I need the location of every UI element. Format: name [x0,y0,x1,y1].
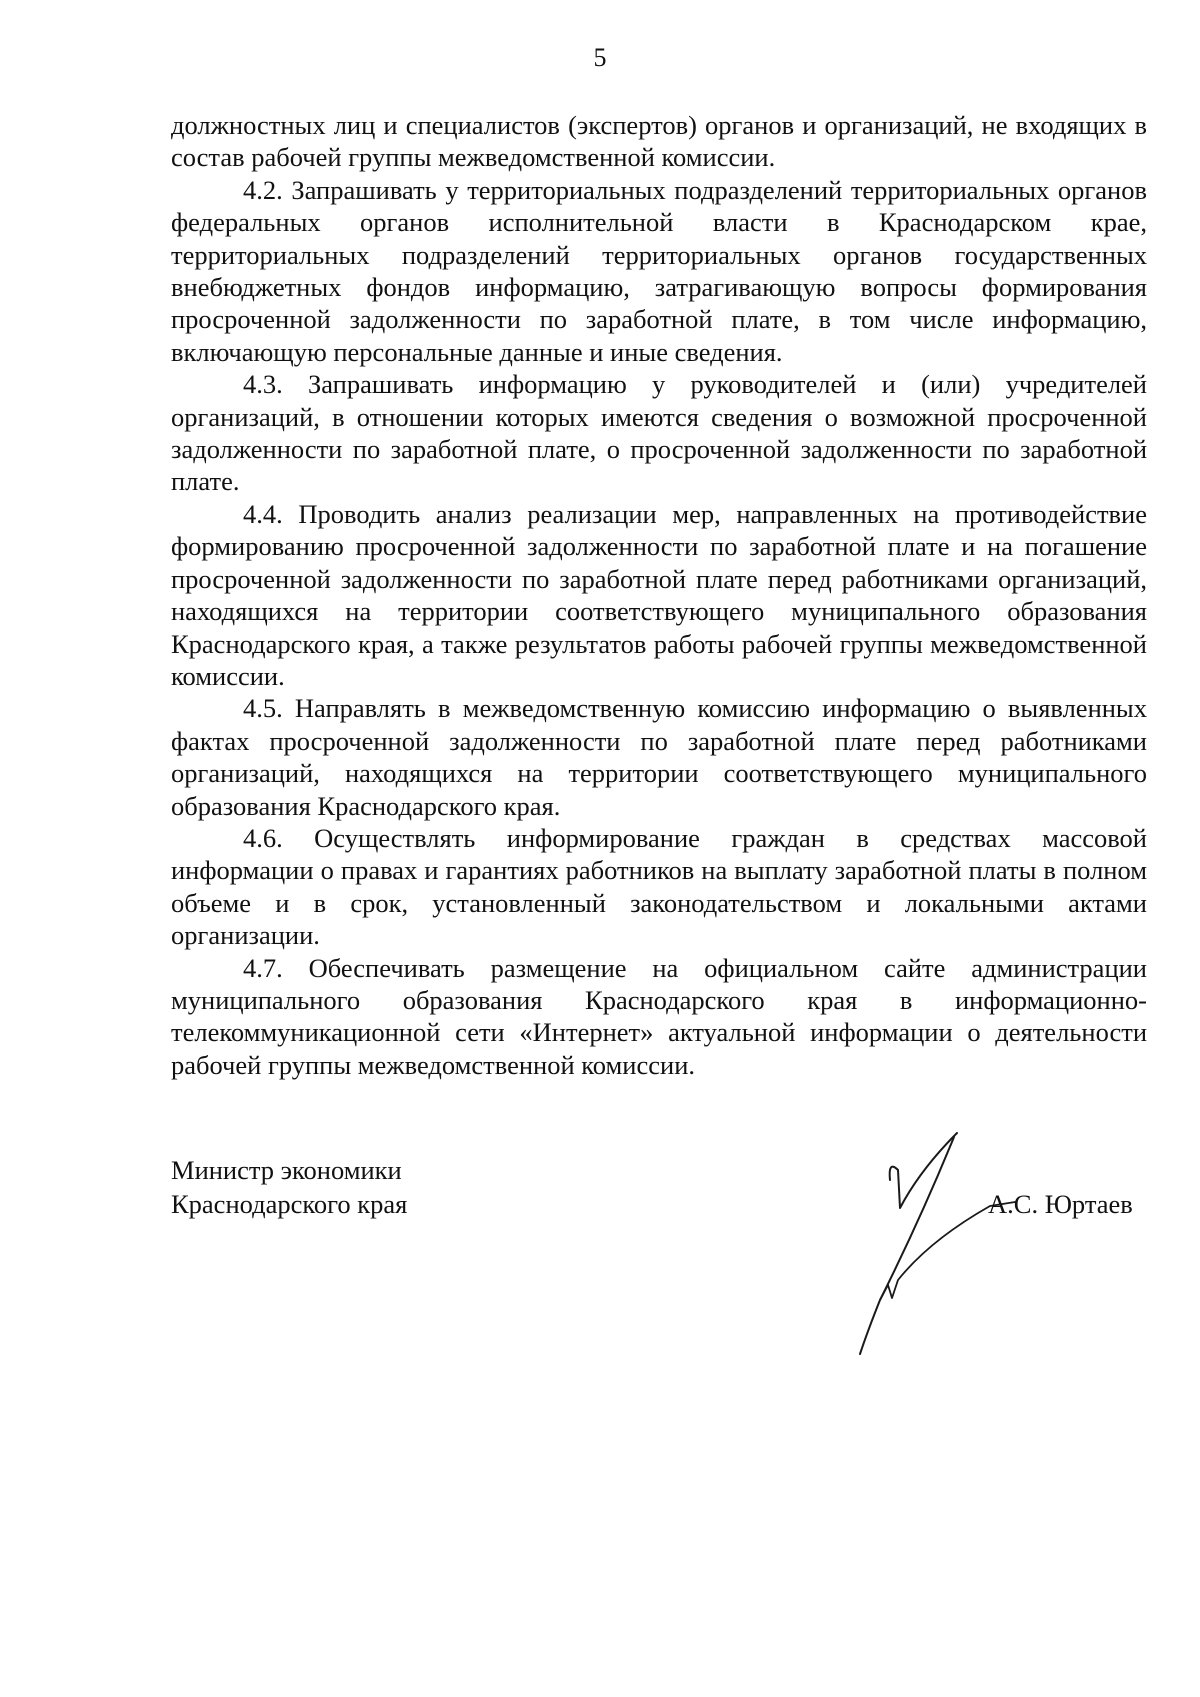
paragraph-4-2: 4.2. Запрашивать у территориальных подразделений территориальных органов федеральных органов исполнительной власти в Краснодарском крае, территориальных подразделений территориальных органов государственных внебюджетных фондов информацию, затрагивающую вопросы формирования просроченной задолженности по заработной плате, в том числе информацию, включающую персональные данные и иные сведения. [171,174,1147,367]
signatory-title: Министр экономики [171,1155,402,1185]
paragraph-4-3: 4.3. Запрашивать информацию у руководителей и (или) учредителей организаций, в отношении которых имеются сведения о возможной просроченной задолженности по заработной плате, о просроченной задолженности по заработной плате. [171,369,1147,497]
paragraph-continuation: должностных лиц и специалистов (экспертов) органов и организаций, не входящих в состав рабочей группы межведомственной комиссии. [171,110,1147,173]
paragraph-4-5: 4.5. Направлять в межведомственную комиссию информацию о выявленных фактах просроченной задолженности по заработной плате перед работниками организаций, находящихся на территории соответствующего муниципального образования Краснодарского края. [171,693,1147,821]
page-number: 5 [593,43,607,72]
signatory-position [171,1153,407,1221]
signatory-region: Краснодарского края [171,1189,408,1219]
document-body [171,109,1147,1081]
signatory-name: А.С. Юртаев [988,1189,1133,1219]
paragraph-4-6: 4.6. Осуществлять информирование граждан в средствах массовой информации о правах и гарантиях работников на выплату заработной платы в полном объеме и в срок, установленный законодательством и локальными актами организации. [171,822,1147,951]
paragraph-4-4: 4.4. Проводить анализ реализации мер, направленных на противодействие формированию просроченной задолженности по заработной плате и на погашение просроченной задолженности по заработной плате перед работниками организаций, находящихся на территории соответствующего муниципального образования Краснодарского края, а также результатов работы рабочей группы межведомственной комиссии. [171,498,1147,691]
paragraph-4-7: 4.7. Обеспечивать размещение на официальном сайте администрации муниципального образования Краснодарского края в информационно-телекоммуникационной сети «Интернет» актуальной информации о деятельности рабочей группы межведомственной комиссии. [171,952,1147,1080]
handwritten-signature-icon [820,1120,1020,1360]
